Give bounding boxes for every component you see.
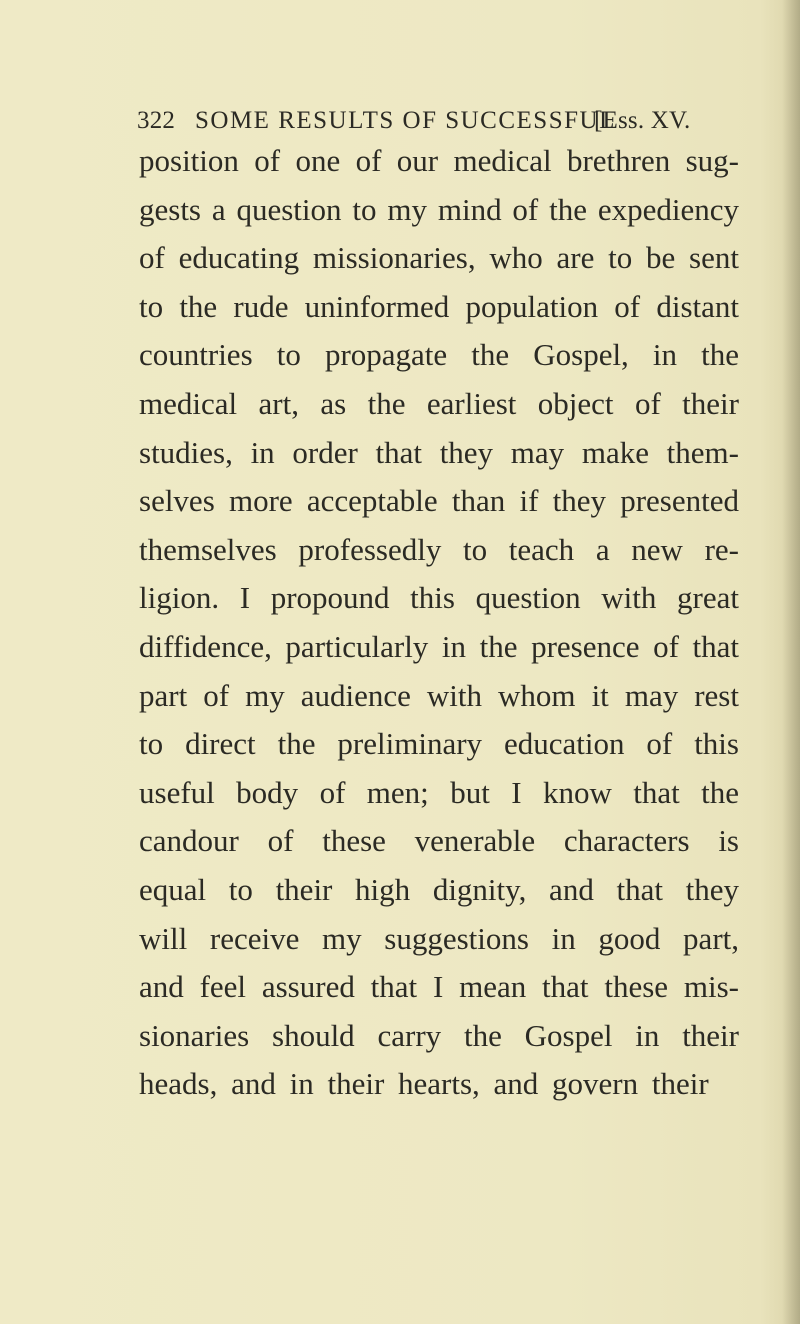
- text-line: useful body of men; but I know that the: [139, 774, 739, 810]
- text-line: candour of these venerable characters is: [139, 823, 739, 859]
- text-line: medical art, as the earliest object of their: [139, 385, 739, 421]
- text-line: position of one of our medical brethren sug-: [139, 143, 739, 178]
- text-line: of educating missionaries, who are to be sent: [139, 240, 739, 276]
- text-line: themselves professedly to teach a new re-: [139, 531, 739, 567]
- page-number: 322: [137, 107, 176, 134]
- text-line: sionaries should carry the Gospel in their: [139, 1017, 739, 1053]
- text-line: diffidence, particularly in the presence of that: [139, 628, 739, 664]
- text-line: to direct the preliminary education of this: [139, 726, 739, 762]
- text-line: and feel assured that I mean that these mis-: [139, 969, 739, 1005]
- page-edge-shadow: [782, 0, 800, 1324]
- text-line: ligion. I propound this question with great: [139, 580, 739, 616]
- running-title: SOME RESULTS OF SUCCESSFUL: [195, 107, 616, 134]
- text-line: heads, and in their hearts, and govern their: [139, 1066, 709, 1102]
- text-line: selves more acceptable than if they presented: [139, 483, 739, 519]
- text-line: part of my audience with whom it may rest: [139, 677, 739, 713]
- body-text: [139, 137, 739, 1109]
- text-line: gests a question to my mind of the expediency: [139, 191, 739, 227]
- text-line: countries to propagate the Gospel, in the: [139, 337, 739, 373]
- text-line: studies, in order that they may make them-: [139, 434, 739, 470]
- text-line: will receive my suggestions in good part,: [139, 920, 739, 956]
- text-line: equal to their high dignity, and that they: [139, 871, 739, 907]
- running-head: [137, 106, 737, 136]
- essay-reference: [Ess. XV.: [594, 107, 691, 134]
- text-line: to the rude uninformed population of distant: [139, 288, 739, 324]
